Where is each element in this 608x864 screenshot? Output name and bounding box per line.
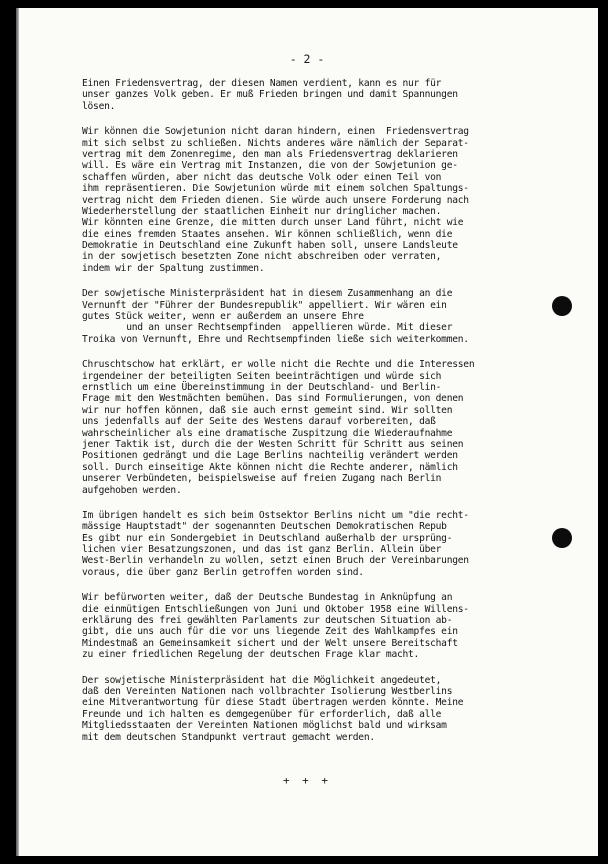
text-line: uns jedenfalls auf der Seite des Westens darauf vorbereiten, daß	[82, 416, 436, 428]
text-line: mit dem deutschen Standpunkt vertraut gemacht werden.	[82, 731, 375, 743]
text-line: Troika von Vernunft, Ehre und Rechtsempfinden ließe sich weiterkommen.	[82, 333, 469, 345]
text-line: wahrscheinlicher als eine dramatische Zuspitzung die Wiederaufnahme	[82, 427, 453, 439]
paragraph-gap	[82, 578, 598, 592]
document-page	[16, 8, 598, 856]
text-line: eine Mitverantwortung für diese Stadt übertragen werden könnte. Meine	[82, 697, 464, 709]
text-line: mit sich selbst zu schließen. Nichts anderes wäre nämlich der Separat-	[82, 137, 469, 149]
paragraph-gap	[82, 274, 598, 288]
text-line: will. Es wäre ein Vertrag mit Instanzen, die von der Sowjetunion ge-	[82, 160, 458, 172]
text-line: Frage mit den Westmächten bemühen. Das sind Formulierungen, von denen	[82, 393, 464, 405]
text-line: in der sowjetisch besetzten Zone nicht abschreiben oder verraten,	[82, 251, 442, 263]
text-line: Wir könnten eine Grenze, die mitten durch unser Land führt, nicht wie	[82, 217, 464, 229]
text-line: jener Taktik ist, durch die der Westen Schritt für Schritt aus seinen	[82, 438, 464, 450]
document-body	[82, 78, 598, 743]
text-line: Mindestmaß an Gemeinsamkeit sichert und der Welt unsere Bereitschaft	[82, 637, 458, 649]
text-line: Im übrigen handelt es sich beim Ostsektor Berlins nicht um "die recht-	[82, 509, 469, 521]
text-line: mässige Hauptstadt" der sogenannten Deutschen Demokratischen Repub	[82, 521, 447, 533]
punch-hole	[552, 296, 572, 316]
text-line: die einmütigen Entschließungen von Juni und Oktober 1958 eine Willens-	[82, 603, 469, 615]
text-line: gibt, die uns auch für die vor uns liegende Zeit des Wahlkampfes ein	[82, 626, 458, 638]
text-line: Wir befürworten weiter, daß der Deutsche Bundestag in Anknüpfung an	[82, 592, 453, 604]
text-line: vertrag mit dem Zonenregime, den man als Friedensvertrag deklarieren	[82, 148, 458, 160]
text-line: Demokratie in Deutschland eine Zukunft haben soll, unsere Landsleute	[82, 240, 458, 252]
text-line: irgendeiner der beteiligten Seiten beeinträchtigen und würde sich	[82, 370, 442, 382]
punch-hole	[552, 528, 572, 548]
paragraph	[82, 510, 598, 578]
paragraph-gap	[82, 112, 598, 126]
paragraph-gap	[82, 661, 598, 675]
end-mark: + + +	[282, 774, 332, 787]
paragraph	[82, 126, 598, 274]
text-line: Wiederherstellung der staatlichen Einheit nur dringlicher machen.	[82, 205, 442, 217]
text-line: voraus, die über ganz Berlin getroffen worden sind.	[82, 566, 364, 578]
text-line: aufgehoben werden.	[82, 484, 182, 496]
text-line: indem wir der Spaltung zustimmen.	[82, 262, 265, 274]
text-line: Mitgliedsstaaten der Vereinten Nationen möglichst bald und wirksam	[82, 720, 447, 732]
paragraph	[82, 675, 598, 743]
text-line: daß den Vereinten Nationen nach vollbrachter Isolierung Westberlins	[82, 685, 453, 697]
text-line: Der sowjetische Ministerpräsident hat die Möglichkeit angedeutet,	[82, 674, 442, 686]
page-number: - 2 -	[289, 52, 325, 66]
text-line: erklärung des frei gewählten Parlaments zur deutschen Situation ab-	[82, 615, 453, 627]
text-line: ihm repräsentieren. Die Sowjetunion würde mit einem solchen Spaltungs-	[82, 183, 469, 195]
paragraph	[82, 359, 598, 496]
text-line: West-Berlin verhandeln zu wollen, setzt einen Bruch der Vereinbarungen	[82, 555, 469, 567]
text-line: Es gibt nur ein Sondergebiet in Deutschland außerhalb der ursprüng-	[82, 532, 453, 544]
paragraph-gap	[82, 345, 598, 359]
text-line: zu einer friedlichen Regelung der deutschen Frage klar macht.	[82, 649, 420, 661]
text-line: und an unser Rechtsempfinden appellieren würde. Mit dieser	[82, 322, 453, 334]
text-line: Vernunft der "Führer der Bundesrepublik" appelliert. Wir wären ein	[82, 299, 447, 311]
text-line: unser ganzes Volk geben. Er muß Frieden bringen und damit Spannungen	[82, 89, 458, 101]
text-line: Einen Friedensvertrag, der diesen Namen verdient, kann es nur für	[82, 78, 442, 89]
text-line: soll. Durch einseitige Akte können nicht die Rechte anderer, nämlich	[82, 461, 458, 473]
text-line: lichen vier Besatzungszonen, und das ist ganz Berlin. Allein über	[82, 544, 442, 556]
paragraph-gap	[82, 496, 598, 510]
text-line: unserer Verbündeten, beispielsweise auf freien Zugang nach Berlin	[82, 473, 442, 485]
text-line: gutes Stück weiter, wenn er außerdem an unsere Ehre	[82, 311, 364, 323]
paragraph	[82, 592, 598, 660]
text-line: schaffen würden, aber nicht das deutsche Volk oder einen Teil von	[82, 171, 442, 183]
text-line: ernstlich um eine Übereinstimmung in der Deutschland- und Berlin-	[82, 381, 442, 393]
text-line: die eines fremden Staates ansehen. Wir können schließlich, wenn die	[82, 228, 453, 240]
paragraph	[82, 288, 598, 345]
text-line: Positionen gedrängt und die Lage Berlins nachteilig verändert werden	[82, 450, 458, 462]
text-line: lösen.	[82, 100, 116, 112]
text-line: Wir können die Sowjetunion nicht daran hindern, einen Friedensvertrag	[82, 126, 469, 138]
text-line: wir nur hoffen können, daß sie auch ernst gemeint sind. Wir sollten	[82, 404, 453, 416]
text-line: Der sowjetische Ministerpräsident hat in diesem Zusammenhang an die	[82, 288, 453, 300]
text-line: Freunde und ich halten es demgegenüber für erforderlich, daß alle	[82, 708, 442, 720]
paragraph	[82, 78, 598, 112]
text-line: Chruschtschow hat erklärt, er wolle nicht die Rechte und die Interessen	[82, 359, 475, 371]
text-line: vertrag nicht dem Frieden dienen. Sie würde auch unsere Forderung nach	[82, 194, 469, 206]
